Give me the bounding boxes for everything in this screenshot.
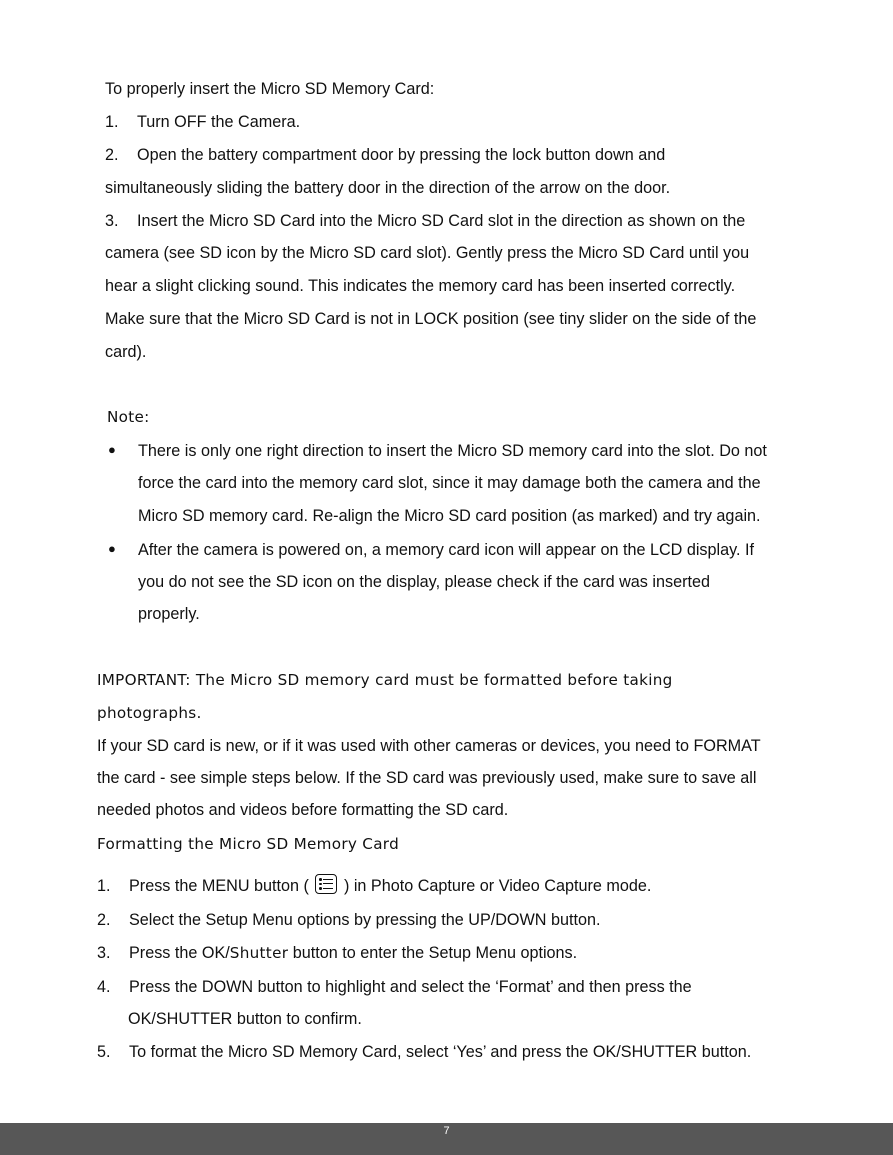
insert-step-3-cont: Make sure that the Micro SD Card is not in LOCK position (see tiny slider on the side of the (105, 310, 757, 328)
step-text: Insert the Micro SD Card into the Micro SD Card slot in the direction as shown on the (137, 212, 746, 230)
page-number: 7 (443, 1125, 450, 1137)
insert-step-3-cont: camera (see SD icon by the Micro SD card slot). Gently press the Micro SD Card until you (105, 244, 750, 262)
step-text: Press the MENU button ( (129, 877, 309, 895)
note-bullet-1-cont: force the card into the memory card slot, since it may damage both the camera and the (138, 474, 761, 492)
step-number: 5. (97, 1043, 111, 1061)
page-footer-bar (0, 1123, 893, 1155)
note-bullet-1-cont: Micro SD memory card. Re-align the Micro SD card position (as marked) and try again. (138, 507, 761, 525)
step-text: ) in Photo Capture or Video Capture mode. (343, 877, 652, 895)
format-step-4 (97, 977, 692, 997)
insert-step-3-cont: hear a slight clicking sound. This indicates the memory card has been inserted correctly. (105, 277, 736, 295)
step-number: 1. (97, 877, 111, 895)
insert-step-3-cont: card). (105, 343, 147, 361)
step-number: 2. (97, 911, 111, 929)
insert-heading: To properly insert the Micro SD Memory Card: (105, 80, 435, 98)
step-text: Press the OK/ (129, 944, 230, 962)
step-number: 2. (105, 146, 119, 164)
step-text: Open the battery compartment door by pressing the lock button down and (137, 146, 666, 164)
step-text-shutter: Shutter (229, 944, 289, 962)
bullet-icon: ● (108, 541, 116, 556)
step-text: Press the DOWN button to highlight and select the ‘Format’ and then press the (129, 978, 692, 996)
format-step-1 (97, 874, 651, 896)
note-bullet-2-cont: you do not see the SD icon on the display, please check if the card was inserted (138, 573, 710, 591)
step-text: button to enter the Setup Menu options. (288, 944, 578, 962)
insert-step-1 (105, 112, 300, 132)
note-bullet-2: After the camera is powered on, a memory card icon will appear on the LCD display. If (138, 541, 755, 559)
important-heading: IMPORTANT: The Micro SD memory card must be formatted before taking (97, 671, 673, 689)
step-number: 3. (105, 212, 119, 230)
important-body: the card - see simple steps below. If the SD card was previously used, make sure to save all (97, 769, 757, 787)
important-body: needed photos and videos before formatting the SD card. (97, 801, 509, 819)
insert-step-2-cont: simultaneously sliding the battery door in the direction of the arrow on the door. (105, 179, 671, 197)
bullet-icon: ● (108, 442, 116, 457)
note-label: Note: (107, 408, 150, 426)
format-heading: Formatting the Micro SD Memory Card (97, 835, 400, 853)
step-text: Select the Setup Menu options by pressing the UP/DOWN button. (129, 911, 601, 929)
step-text: To format the Micro SD Memory Card, select ‘Yes’ and press the OK/SHUTTER button. (129, 1043, 752, 1061)
format-step-3 (97, 943, 577, 963)
format-step-5 (97, 1042, 751, 1062)
format-step-4-cont: OK/SHUTTER button to confirm. (128, 1010, 362, 1028)
insert-step-3 (105, 211, 745, 231)
step-number: 3. (97, 944, 111, 962)
step-number: 1. (105, 113, 119, 131)
note-bullet-2-cont: properly. (138, 605, 200, 623)
important-body: If your SD card is new, or if it was used with other cameras or devices, you need to FORMAT (97, 737, 761, 755)
important-heading-cont: photographs. (97, 704, 202, 722)
format-step-2 (97, 910, 601, 930)
menu-list-icon (315, 874, 337, 894)
step-number: 4. (97, 978, 111, 996)
insert-step-2 (105, 145, 665, 165)
step-text: Turn OFF the Camera. (137, 113, 301, 131)
note-bullet-1: There is only one right direction to insert the Micro SD memory card into the slot. Do not (138, 442, 767, 460)
